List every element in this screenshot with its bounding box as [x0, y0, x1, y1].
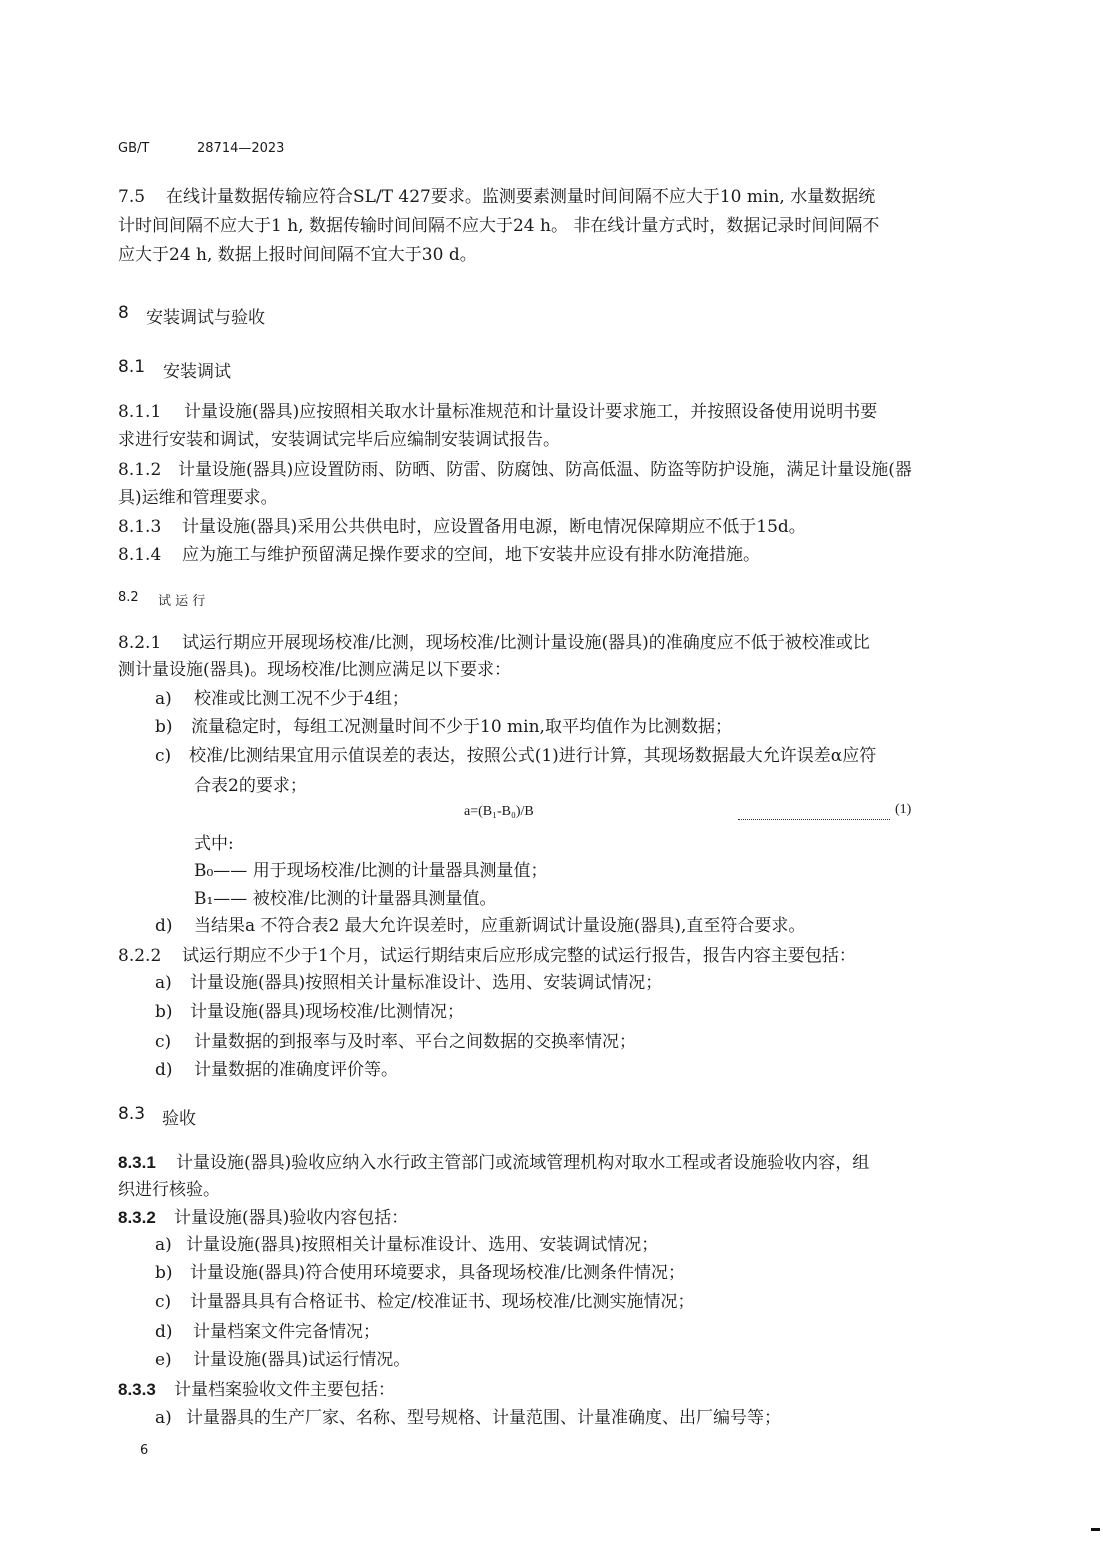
clause-8-1-2-line1: 计量设施(器具)应设置防雨、防晒、防雷、防腐蚀、防高低温、防盗等防护设施，满足计量设施(器 [178, 460, 912, 480]
list-item-continuation: 合表2的要求； [194, 776, 307, 796]
list-marker: a) [155, 1235, 172, 1255]
clause-8-1-4-number: 8.1.4 [118, 545, 162, 565]
list-marker: e) [155, 1350, 172, 1370]
list-item-text: 计量设施(器具)试运行情况。 [193, 1350, 411, 1370]
clause-8-1-3-line1: 计量设施(器具)采用公共供电时，应设置备用电源，断电情况保障期应不低于15d。 [182, 517, 806, 537]
section-8-2-number: 8.2 [118, 590, 139, 605]
list-marker: b) [155, 717, 173, 737]
clause-8-1-1-line2: 求进行安装和调试，安装调试完毕后应编制安装调试报告。 [118, 430, 560, 450]
clause-8-1-2-number: 8.1.2 [118, 460, 162, 480]
list-item-text: 计量数据的到报率与及时率、平台之间数据的交换率情况； [194, 1032, 636, 1052]
formula-leader-dots [738, 805, 890, 820]
list-item-text: 计量数据的准确度评价等。 [194, 1060, 398, 1080]
list-item-text: 流量稳定时，每组工况测量时间不少于10 min,取平均值作为比测数据； [191, 717, 732, 737]
list-item-text: 校准或比测工况不少于4组； [194, 689, 409, 709]
list-item-text: 校准/比测结果宜用示值误差的表达，按照公式(1)进行计算，其现场数据最大允许误差α应符 [189, 746, 877, 766]
clause-8-1-4-line1: 应为施工与维护预留满足操作要求的空间，地下安装井应设有排水防淹措施。 [182, 545, 760, 565]
clause-8-1-1-number: 8.1.1 [118, 402, 162, 422]
clause-7-5-number: 7.5 [118, 187, 146, 207]
variable-b1-definition: B₁—— 被校准/比测的计量器具测量值。 [194, 889, 497, 909]
list-marker: c) [155, 1292, 172, 1312]
section-8-2-title: 试 运 行 [158, 594, 206, 609]
clause-7-5-line2: 计时间间隔不应大于1 h, 数据传输时间间隔不应大于24 h。 非在线计量方式时，数据记录时间间隔不 [118, 216, 880, 236]
section-8-1-title: 安装调试 [163, 362, 231, 382]
clause-8-3-1-line1: 计量设施(器具)验收应纳入水行政主管部门或流域管理机构对取水工程或者设施验收内容，组 [176, 1153, 870, 1173]
clause-8-3-2-number: 8.3.2 [118, 1208, 156, 1227]
section-8-title: 安装调试与验收 [146, 308, 265, 328]
list-marker: d) [155, 916, 173, 936]
clause-7-5-line3: 应大于24 h, 数据上报时间间隔不宜大于30 d。 [118, 245, 477, 265]
list-marker: b) [155, 1002, 173, 1022]
list-item-text: 计量设施(器具)按照相关计量标准设计、选用、安装调试情况； [186, 1235, 659, 1255]
variable-b0-definition: B₀—— 用于现场校准/比测的计量器具测量值； [194, 861, 548, 881]
list-marker: a) [155, 689, 172, 709]
section-8-3-number: 8.3 [118, 1104, 146, 1124]
clause-8-1-3-number: 8.1.3 [118, 517, 162, 537]
section-8-number: 8 [118, 303, 129, 323]
clause-8-3-3-number: 8.3.3 [118, 1380, 156, 1399]
standard-code: GB/T [118, 141, 150, 156]
list-item-text: 当结果a 不符合表2 最大允许误差时，应重新调试计量设施(器具),直至符合要求。 [194, 916, 806, 936]
list-marker: a) [155, 1408, 172, 1428]
clause-8-1-2-line2: 具)运维和管理要求。 [118, 488, 278, 508]
list-marker: a) [155, 973, 172, 993]
clause-8-1-1-line1: 计量设施(器具)应按照相关取水计量标准规范和计量设计要求施工，并按照设备使用说明书要 [184, 402, 878, 422]
list-item-text: 计量器具具有合格证书、检定/校准证书、现场校准/比测实施情况； [190, 1292, 695, 1312]
list-marker: c) [155, 746, 172, 766]
list-marker: b) [155, 1263, 173, 1283]
section-8-3-title: 验收 [162, 1109, 196, 1129]
formula: a=(B₁-B₀)/B [464, 804, 534, 819]
list-marker: d) [155, 1322, 173, 1342]
formula-number: (1) [895, 802, 912, 817]
clause-8-2-1-number: 8.2.1 [118, 633, 162, 653]
edge-mark [1091, 1528, 1100, 1531]
standard-number: 28714—2023 [197, 141, 285, 156]
clause-8-2-2-line1: 试运行期应不少于1个月，试运行期结束后应形成完整的试运行报告，报告内容主要包括： [182, 946, 856, 966]
list-item-text: 计量器具的生产厂家、名称、型号规格、计量范围、计量准确度、出厂编号等； [186, 1408, 781, 1428]
list-marker: d) [155, 1060, 173, 1080]
clause-8-3-2-line1: 计量设施(器具)验收内容包括： [174, 1208, 409, 1228]
list-item-text: 计量设施(器具)现场校准/比测情况； [190, 1002, 464, 1022]
clause-8-3-3-line1: 计量档案验收文件主要包括： [174, 1380, 395, 1400]
list-item-text: 计量档案文件完备情况； [193, 1322, 380, 1342]
clause-8-3-1-number: 8.3.1 [118, 1153, 156, 1172]
section-8-1-number: 8.1 [118, 357, 146, 377]
list-item-text: 计量设施(器具)按照相关计量标准设计、选用、安装调试情况； [190, 973, 663, 993]
clause-7-5-line1: 在线计量数据传输应符合SL/T 427要求。监测要素测量时间间隔不应大于10 min, 水量数据统 [166, 187, 876, 207]
clause-8-2-2-number: 8.2.2 [118, 946, 162, 966]
clause-8-2-1-line1: 试运行期应开展现场校准/比测，现场校准/比测计量设施(器具)的准确度应不低于被校准或比 [182, 633, 870, 653]
clause-8-2-1-line2: 测计量设施(器具)。现场校准/比测应满足以下要求： [118, 660, 511, 680]
page-number: 6 [140, 1443, 149, 1458]
list-item-text: 计量设施(器具)符合使用环境要求，具备现场校准/比测条件情况； [190, 1263, 685, 1283]
where-label: 式中: [194, 834, 234, 854]
clause-8-3-1-line2: 织进行核验。 [118, 1180, 220, 1200]
list-marker: c) [155, 1032, 172, 1052]
